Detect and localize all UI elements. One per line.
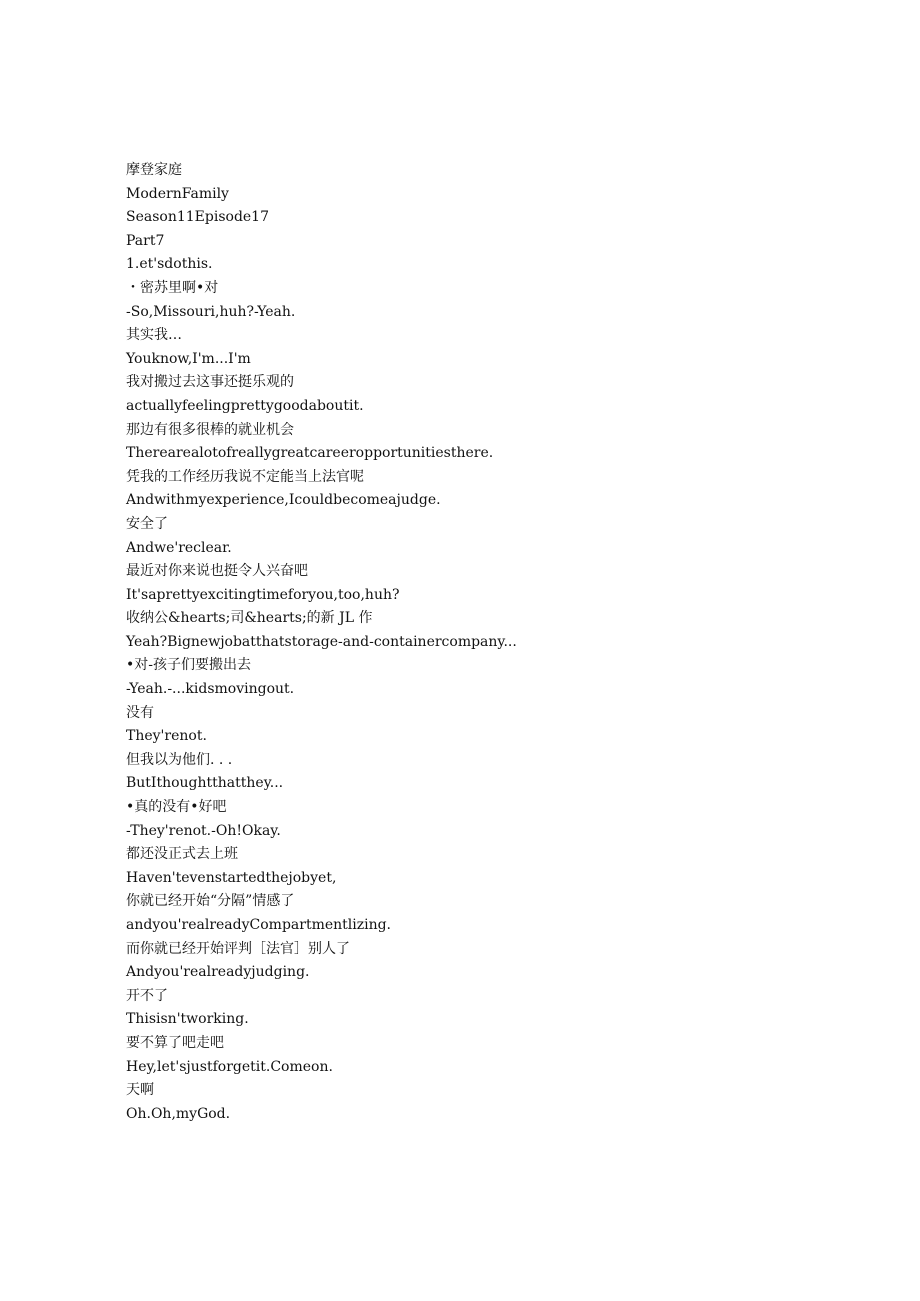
transcript-line: Hey,let'sjustforgetit.Comeon. <box>126 1058 333 1075</box>
doc-title-chinese: 摩登家庭 <box>126 162 182 178</box>
transcript-line: Thisisn'tworking. <box>126 1011 249 1028</box>
transcript-line: Therearealotofreallygreatcareeropportunitiesthere. <box>126 445 494 462</box>
transcript-line: 你就已经开始“分隔”情感了 <box>126 893 295 910</box>
transcript-line: 凭我的工作经历我说不定能当上法官呢 <box>126 468 364 485</box>
transcript-line: Oh.Oh,myGod. <box>126 1105 231 1122</box>
transcript-line: 1.et'sdothis. <box>126 256 213 273</box>
transcript-line: ButIthoughtthatthey... <box>126 775 284 792</box>
transcript-line: Andwe'reclear. <box>126 539 232 556</box>
transcript-line: 其实我… <box>126 327 182 344</box>
transcript-line: Haven'tevenstartedthejobyet, <box>126 869 337 886</box>
transcript-line: 安全了 <box>126 515 168 532</box>
transcript-line: 但我以为他们. . . <box>126 751 233 768</box>
transcript-line: -They'renot.-Oh!Okay. <box>126 822 281 839</box>
doc-episode: Season11Episode17 <box>126 209 270 226</box>
transcript-line: 没有 <box>126 704 154 721</box>
transcript-line: •对-孩子们要搬出去 <box>126 657 251 674</box>
transcript-line: 开不了 <box>126 987 168 1004</box>
transcript-line: Andwithmyexperience,Icouldbecomeajudge. <box>126 492 441 509</box>
transcript-line: ・密苏里啊•对 <box>126 279 219 296</box>
transcript-line: •真的没有•好吧 <box>126 799 227 816</box>
transcript-line: andyou'realreadyCompartmentlizing. <box>126 917 392 933</box>
transcript-line: 那边有很多很棒的就业机会 <box>126 421 294 438</box>
transcript-line: 收纳公&hearts;司&hearts;的新 JL 作 <box>126 610 373 627</box>
transcript-line: It'saprettyexcitingtimeforyou,too,huh? <box>126 586 400 603</box>
transcript-line: 而你就已经开始评判［法官］别人了 <box>126 940 350 957</box>
transcript-line: 最近对你来说也挺令人兴奋吧 <box>126 563 308 580</box>
transcript-line: 我对搬过去这事还挺乐观的 <box>126 374 294 391</box>
doc-part: Part7 <box>126 232 165 249</box>
transcript-line: Yeah?Bignewjobatthatstorage-and-containercompany... <box>126 633 517 650</box>
transcript-line: actuallyfeelingprettygoodaboutit. <box>126 397 364 414</box>
transcript-body <box>126 159 846 1126</box>
transcript-line: Andyou'realreadyjudging. <box>126 964 310 981</box>
transcript-line: 要不算了吧走吧 <box>126 1034 224 1051</box>
transcript-line: -So,Missouri,huh?-Yeah. <box>126 303 296 320</box>
transcript-line: -Yeah.-...kidsmovingout. <box>126 681 295 698</box>
transcript-line: Youknow,I'm...I'm <box>126 350 251 367</box>
doc-title-english: ModernFamily <box>126 185 229 202</box>
transcript-line: 都还没正式去上班 <box>126 846 238 863</box>
transcript-line: 天啊 <box>126 1082 154 1099</box>
transcript-line: They'renot. <box>126 728 207 745</box>
